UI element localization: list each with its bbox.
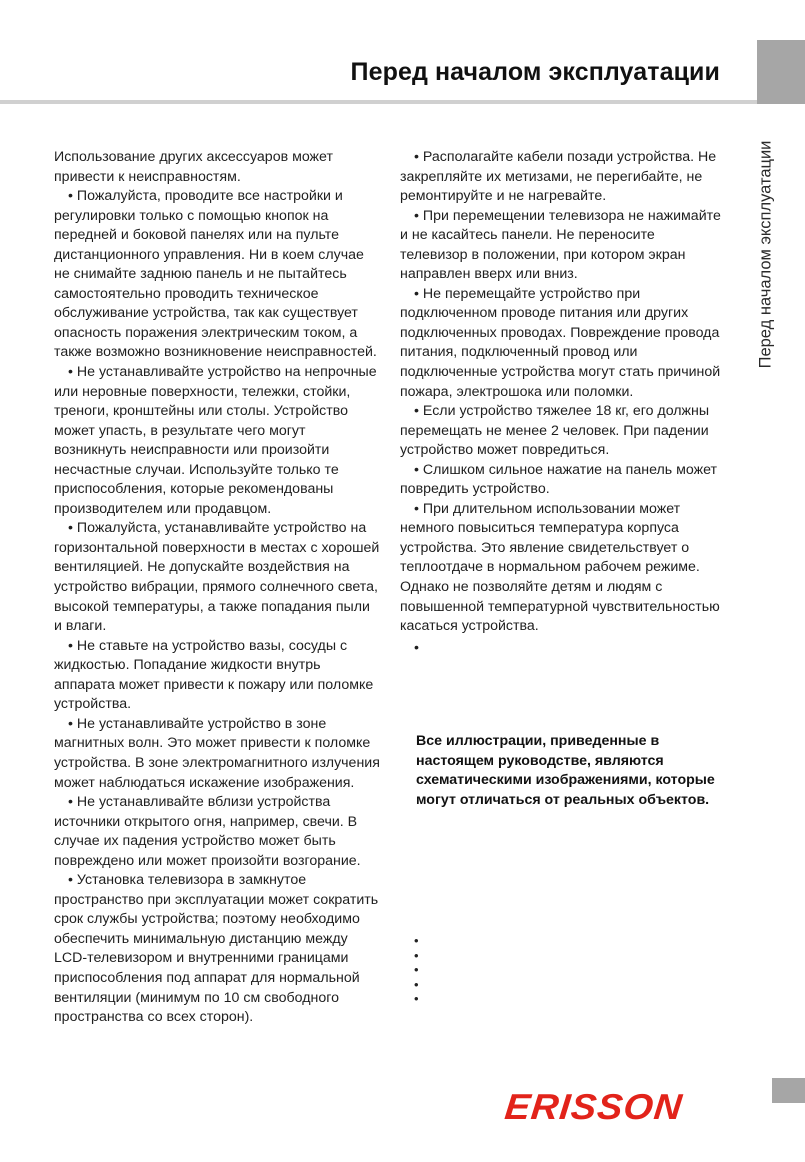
bullet-paragraph: • Слишком сильное нажатие на панель может повредить устройство.	[400, 461, 717, 498]
left-column	[54, 148, 380, 1028]
bullet-paragraph: • Не ставьте на устройство вазы, сосуды с жидкостью. Попадание жидкости внутрь аппарата может привести к пожару или поломке устройства.	[54, 637, 374, 713]
bullet-paragraph: • Установка телевизора в замкнутое пространство при эксплуатации может сократить срок службы устройства; поэтому необходимо обеспечить минимальную дистанцию между LCD-телевизором и внутренними границами приспособления под аппарат для нормальной вентиляции (минимум по 10 см свободного пространства со всех сторон).	[54, 872, 379, 1026]
bullet-paragraph: • Пожалуйста, устанавливайте устройство на горизонтальной поверхности в местах с хорошей вентиляцией. Не допускайте воздействия на устройство вибрации, прямого солнечного света, высокой температуры, а также попадания пыли и влаги.	[54, 520, 380, 635]
bullet-paragraph: • Не перемещайте устройство при подключенном проводе питания или других подключенных проводах. Повреждение провода питания, подключенный провод или подключенные устройства могут стать причиной пожара, электрошока или поломки.	[400, 285, 721, 400]
bullet-paragraph: • Располагайте кабели позади устройства. Не закрепляйте их метизами, не перегибайте, не ремонтируйте и не нагревайте.	[400, 149, 717, 205]
right-column	[400, 148, 724, 658]
brand-logo	[502, 1086, 725, 1128]
paragraph: Использование других аксессуаров может привести к неисправностям.	[54, 149, 333, 185]
brand-logo-text: ERISSON	[502, 1086, 685, 1127]
bullet-marker: •	[414, 991, 419, 1007]
side-section-title-text: Перед началом эксплуатации	[756, 140, 775, 368]
header-rule	[0, 100, 757, 104]
bullet-paragraph: • Если устройство тяжелее 18 кг, его должны перемещать не менее 2 человек. При падении устройство может повредиться.	[400, 403, 710, 459]
page-title: Перед началом эксплуатации	[350, 58, 720, 86]
bullet-marker: •	[414, 933, 419, 948]
bullet-paragraph: • При перемещении телевизора не нажимайте и не касайтесь панели. Не переносите телевизор в положении, при котором экран направлен вверх или вниз.	[400, 207, 721, 283]
empty-bullet: •	[414, 639, 419, 656]
bullet-marker: •	[414, 962, 419, 978]
bullet-marker: •	[414, 947, 419, 963]
bullet-paragraph: • При длительном использовании может немного повыситься температура корпуса устройства. Это явление свидетельствует о теплоотдаче в нормальном рабочем режиме. Однако не позволяйте детям и людям с повышенной температурной чувствительностью касаться устройства.	[400, 500, 720, 635]
side-section-title	[752, 118, 780, 390]
bullet-paragraph: • Пожалуйста, проводите все настройки и регулировки только с помощью кнопок на передней и боковой панелях или на пульте дистанционного управления. Ни в коем случае не снимайте заднюю панель и не пытайтесь самостоятельно проводить техническое обслуживание устройства, так как существует опасность поражения электрическим током, а также возможно возникновение неисправностей.	[54, 188, 377, 361]
bullet-paragraph: • Не устанавливайте вблизи устройства источники открытого огня, например, свечи. В случае их падения устройство может быть повреждено или может произойти возгорание.	[54, 794, 361, 869]
bullet-marker: •	[414, 976, 419, 992]
bullet-list	[414, 934, 426, 1007]
bullet-paragraph: • Не устанавливайте устройство на непрочные или неровные поверхности, тележки, стойки, треноги, кронштейны или столы. Устройство может упасть, в результате чего могут возникнуть неисправности или произойти несчастные случаи. Используйте только те приспособления, которые рекомендованы производителем или продавцом.	[54, 364, 377, 517]
illustration-note: Все иллюстрации, приведенные в настоящем руководстве, являются схематическими изображениями, которые могут отличаться от реальных объектов.	[416, 733, 715, 808]
section-tab	[757, 40, 805, 104]
page-number-tab	[772, 1078, 805, 1103]
bullet-paragraph: • Не устанавливайте устройство в зоне магнитных волн. Это может привести к поломке устройства. В зоне электромагнитного излучения может наблюдаться искажение изображения.	[54, 715, 380, 791]
